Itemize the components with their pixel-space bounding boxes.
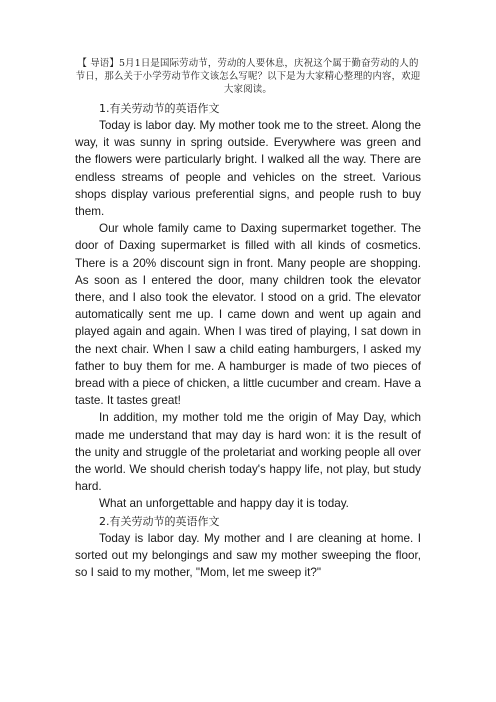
intro-text: 【 导语】5月1日是国际劳动节，劳动的人要休息，庆祝这个属于勤奋劳动的人的节日，那么关于小学劳动节作文该怎么写呢？以下是为大家精心整理的内容，欢迎大家阅读。 <box>75 58 421 95</box>
paragraph: Today is labor day. My mother and I are cleaning at home. I sorted out my belongings and saw my mother sweeping the floor, so I said to my mother, "Mom, let me sweep it?" <box>75 531 421 580</box>
paragraph: Today is labor day. My mother took me to the street. Along the way, it was sunny in spring outside. Everywhere was green and the flowers were particularly bright. I walked all the way. There are endless streams of people and vehicles on the street. Various shops display various preferential signs, and people rush to buy them. <box>75 119 421 219</box>
paragraph: In addition, my mother told me the origin of May Day, which made me understand that may day is hard won: it is the result of the unity and struggle of the proletariat and working people all over the world. We should cherish today's happy life, not play, but study hard. <box>75 411 421 494</box>
section-heading-1: 1.有关劳动节的英语作文 <box>99 102 220 115</box>
paragraph: What an unforgettable and happy day it is today. <box>99 497 349 511</box>
paragraph: Our whole family came to Daxing supermarket together. The door of Daxing supermarket is filled with all kinds of cosmetics. There is a 20% discount sign in front. Many people are shopping. As soon as I entered the door, many children took the elevator there, and I also took the elevator. I stood on a grid. The elevator automatically sent me up. I came down and went up again and played again and again. When I was tired of playing, I sat down in the next chair. When I saw a child eating hamburgers, I asked my father to buy them for me. A hamburger is made of two pieces of bread with a piece of chicken, a little cucumber and cream. Have a taste. It tastes great! <box>75 222 421 408</box>
essay-section-2 <box>75 513 421 582</box>
essay-section-1 <box>75 100 421 513</box>
section-heading-2: 2.有关劳动节的英语作文 <box>99 514 220 528</box>
